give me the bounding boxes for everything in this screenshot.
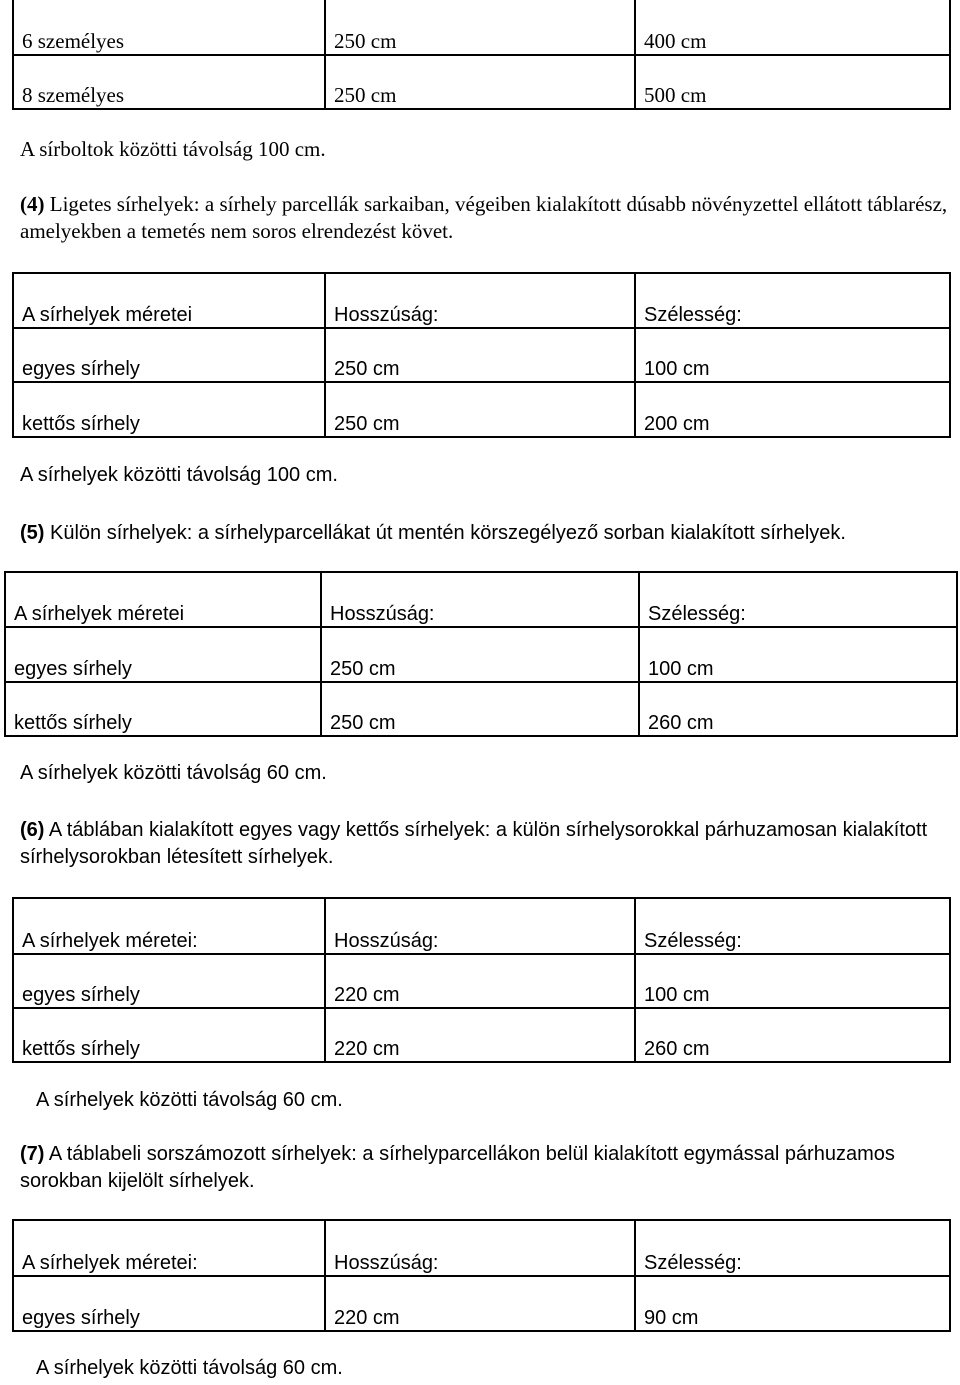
table-cell: 250 cm xyxy=(321,682,639,736)
section-5-paragraph xyxy=(20,520,950,547)
table-cell: 90 cm xyxy=(635,1276,950,1331)
section-text: A táblában kialakított egyes vagy kettős sírhelyek: a külön sírhelysorokkal párhuzamosan kialakított sírhelysorokban létesített sírhelyek. xyxy=(20,819,928,868)
section-4-paragraph xyxy=(20,191,950,245)
table-cell: 8 személyes xyxy=(13,55,325,109)
table-cell: 100 cm xyxy=(639,627,957,682)
grove-distance-note: A sírhelyek közötti távolság 100 cm. xyxy=(20,464,338,486)
numbered-plot-size-table xyxy=(12,1219,951,1332)
table-cell: egyes sírhely xyxy=(13,328,325,382)
column-header: A sírhelyek méretei: xyxy=(13,898,325,954)
table-row xyxy=(13,328,950,382)
section-number: (4) xyxy=(20,192,45,216)
table-cell: 250 cm xyxy=(325,328,635,382)
numbered-distance-note: A sírhelyek közötti távolság 60 cm. xyxy=(36,1357,343,1379)
block-plot-size-table xyxy=(12,897,951,1063)
block-distance-note: A sírhelyek közötti távolság 60 cm. xyxy=(36,1089,343,1111)
table-row xyxy=(13,382,950,437)
column-header: Szélesség: xyxy=(635,273,950,328)
table-cell: kettős sírhely xyxy=(5,682,321,736)
grove-plot-size-table xyxy=(12,272,951,438)
section-number: (5) xyxy=(20,522,45,544)
table-cell: 200 cm xyxy=(635,382,950,437)
column-header: Hosszúság: xyxy=(325,273,635,328)
column-header: Szélesség: xyxy=(635,1220,950,1276)
separate-distance-note: A sírhelyek közötti távolság 60 cm. xyxy=(20,762,327,784)
table-cell: 250 cm xyxy=(325,382,635,437)
table-cell: 100 cm xyxy=(635,954,950,1008)
section-number: (7) xyxy=(20,1143,45,1165)
section-6-paragraph xyxy=(20,817,950,871)
table-cell: kettős sírhely xyxy=(13,1008,325,1062)
table-header-row xyxy=(13,1220,950,1276)
table-cell: 220 cm xyxy=(325,954,635,1008)
table-header-row xyxy=(13,898,950,954)
table-cell: egyes sírhely xyxy=(5,627,321,682)
table-header-row xyxy=(13,273,950,328)
table-header-row xyxy=(5,572,957,627)
table-cell: egyes sírhely xyxy=(13,954,325,1008)
table-cell: 220 cm xyxy=(325,1008,635,1062)
crypt-distance-note: A sírboltok közötti távolság 100 cm. xyxy=(20,137,326,161)
section-text: Ligetes sírhelyek: a sírhely parcellák sarkaiban, végeiben kialakított dúsabb növényzettel ellátott táblarész, amelyekben a temetés nem soros elrendezést követ. xyxy=(20,192,948,243)
table-row xyxy=(5,627,957,682)
table-cell: kettős sírhely xyxy=(13,382,325,437)
table-cell: egyes sírhely xyxy=(13,1276,325,1331)
column-header: Szélesség: xyxy=(639,572,957,627)
table-row xyxy=(13,1276,950,1331)
section-text: A táblabeli sorszámozott sírhelyek: a sírhelyparcellákon belül kialakított egymással párhuzamos sorokban kijelölt sírhelyek. xyxy=(20,1143,895,1192)
section-text: Külön sírhelyek: a sírhelyparcellákat út mentén körszegélyező sorban kialakított sírhelyek. xyxy=(44,522,846,544)
column-header: A sírhelyek méretei xyxy=(13,273,325,328)
column-header: Hosszúság: xyxy=(321,572,639,627)
table-cell: 220 cm xyxy=(325,1276,635,1331)
table-cell: 250 cm xyxy=(321,627,639,682)
table-row xyxy=(13,55,950,109)
table-cell: 6 személyes xyxy=(13,0,325,55)
table-row xyxy=(13,954,950,1008)
table-cell: 260 cm xyxy=(639,682,957,736)
table-cell: 250 cm xyxy=(325,55,635,109)
column-header: Szélesség: xyxy=(635,898,950,954)
table-cell: 250 cm xyxy=(325,0,635,55)
table-cell: 400 cm xyxy=(635,0,950,55)
table-row xyxy=(13,0,950,55)
section-7-paragraph xyxy=(20,1141,950,1195)
column-header: A sírhelyek méretei: xyxy=(13,1220,325,1276)
table-row xyxy=(5,682,957,736)
column-header: A sírhelyek méretei xyxy=(5,572,321,627)
table-cell: 500 cm xyxy=(635,55,950,109)
table-cell: 260 cm xyxy=(635,1008,950,1062)
column-header: Hosszúság: xyxy=(325,898,635,954)
table-cell: 100 cm xyxy=(635,328,950,382)
crypt-size-table xyxy=(12,0,951,110)
separate-plot-size-table xyxy=(4,571,958,737)
table-row xyxy=(13,1008,950,1062)
column-header: Hosszúság: xyxy=(325,1220,635,1276)
section-number: (6) xyxy=(20,819,45,841)
